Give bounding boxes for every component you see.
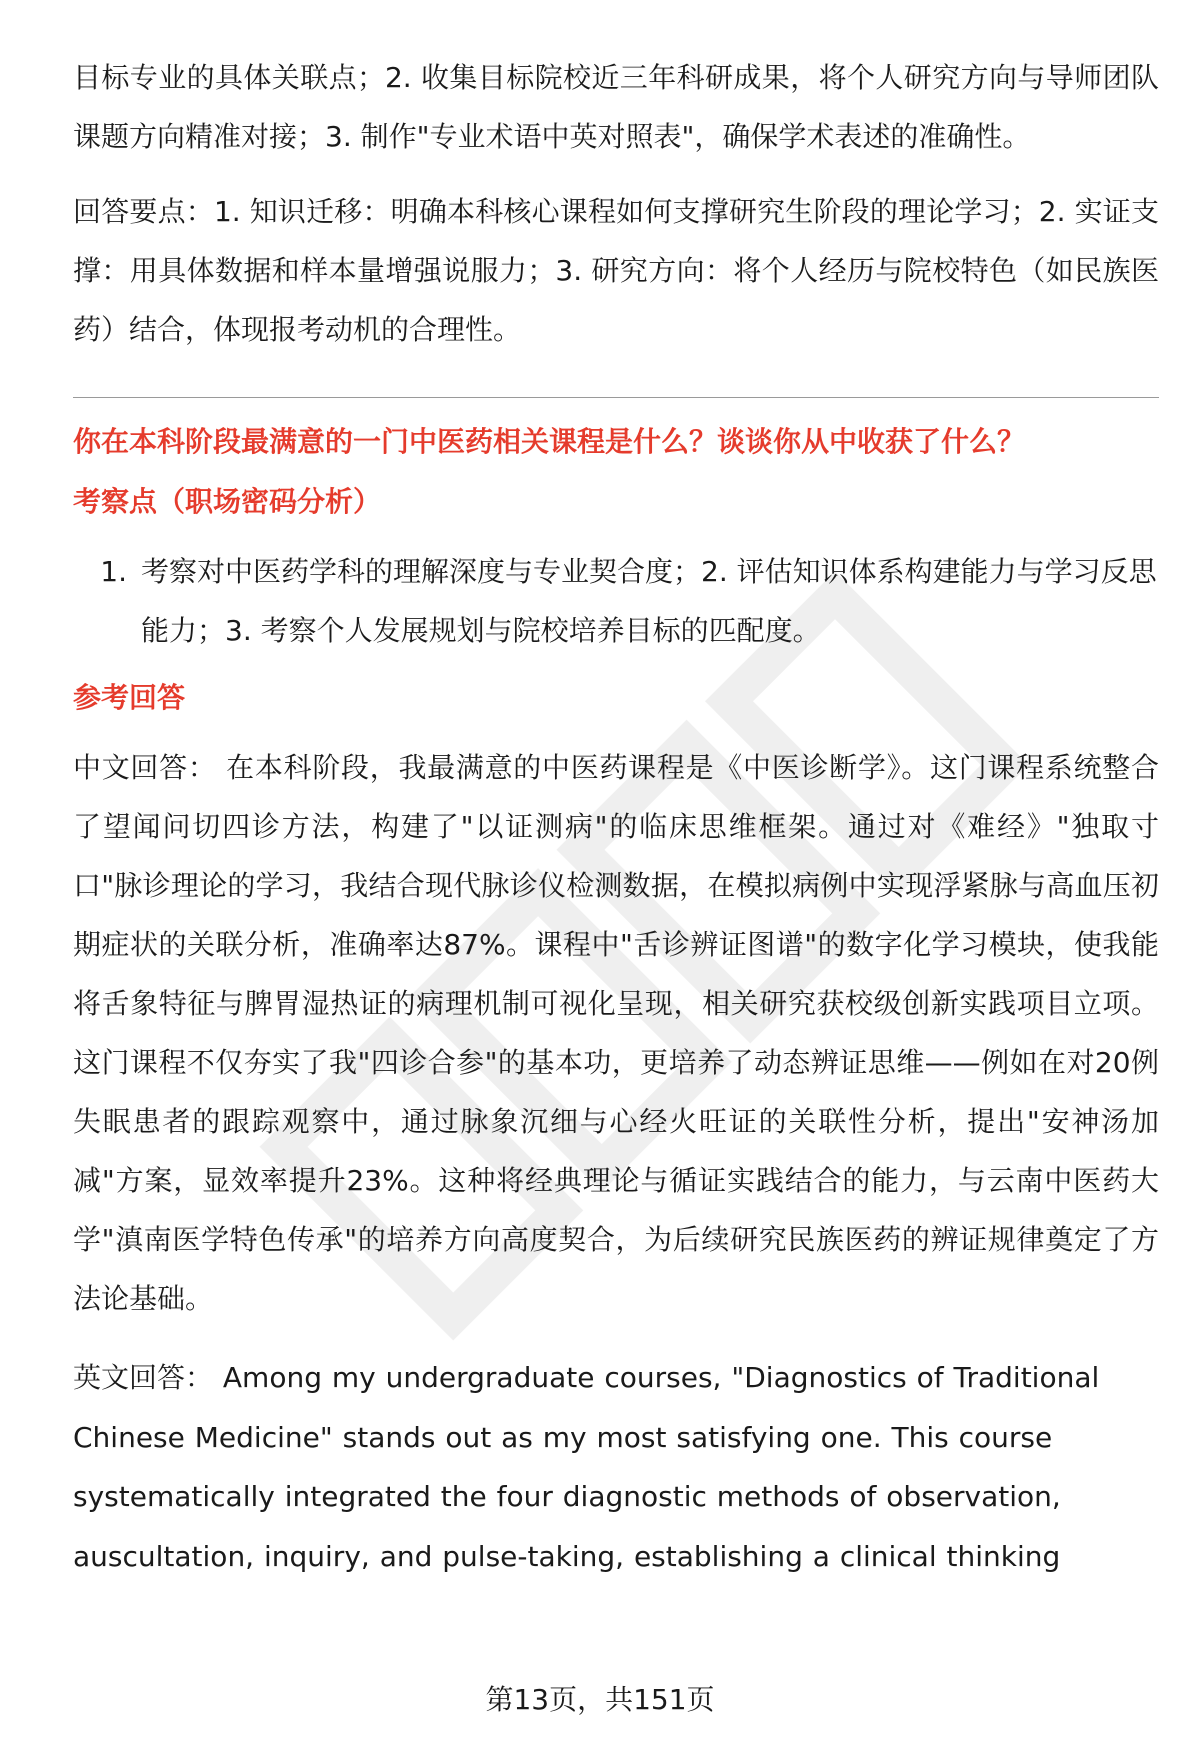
english-answer-paragraph: 英文回答： Among my undergraduate courses, "Diagnostics of Traditional Chinese Medicine" stands out as my most satisfying one. This course systematically integrated the four diagnostic methods of observation, auscultation, inquiry, and pulse-taking, establishing a clinical thinking	[73, 1361, 1100, 1573]
page-footer: 第13页，共151页	[485, 1683, 715, 1716]
document-page	[73, 48, 1159, 1586]
chinese-answer-paragraph: 中文回答： 在本科阶段，我最满意的中医药课程是《中医诊断学》。这门课程系统整合了望闻问切四诊方法，构建了"以证测病"的临床思维框架。通过对《难经》"独取寸口"脉诊理论的学习，我结合现代脉诊仪检测数据，在模拟病例中实现浮紧脉与高血压初期症状的关联分析，准确率达87%。课程中"舌诊辨证图谱"的数字化学习模块，使我能将舌象特征与脾胃湿热证的病理机制可视化呈现，相关研究获校级创新实践项目立项。这门课程不仅夯实了我"四诊合参"的基本功，更培养了动态辨证思维——例如在对20例失眠患者的跟踪观察中，通过脉象沉细与心经火旺证的关联性分析，提出"安神汤加减"方案，显效率提升23%。这种将经典理论与循证实践结合的能力，与云南中医药大学"滇南医学特色传承"的培养方向高度契合，为后续研究民族医药的辨证规律奠定了方法论基础。	[73, 751, 1159, 1315]
assessment-heading: 考察点（职场密码分析）	[73, 485, 382, 518]
list-number: 1.	[100, 555, 127, 588]
list-text: 考察对中医药学科的理解深度与专业契合度；2. 评估知识体系构建能力与学习反思能力；3. 考察个人发展规划与院校培养目标的匹配度。	[141, 555, 1157, 647]
answer-points-paragraph: 回答要点：1. 知识迁移：明确本科核心课程如何支撑研究生阶段的理论学习；2. 实证支撑：用具体数据和样本量增强说服力；3. 研究方向：将个人经历与院校特色（如民族医药）结合，体现报考动机的合理性。	[73, 195, 1159, 346]
intro-paragraph: 目标专业的具体关联点；2. 收集目标院校近三年科研成果，将个人研究方向与导师团队课题方向精准对接；3. 制作"专业术语中英对照表"，确保学术表述的准确性。	[73, 61, 1159, 153]
assessment-list-item	[73, 542, 1159, 660]
reference-heading: 参考回答	[73, 681, 186, 714]
question-title: 你在本科阶段最满意的一门中医药相关课程是什么？谈谈你从中收获了什么？	[73, 425, 1026, 458]
